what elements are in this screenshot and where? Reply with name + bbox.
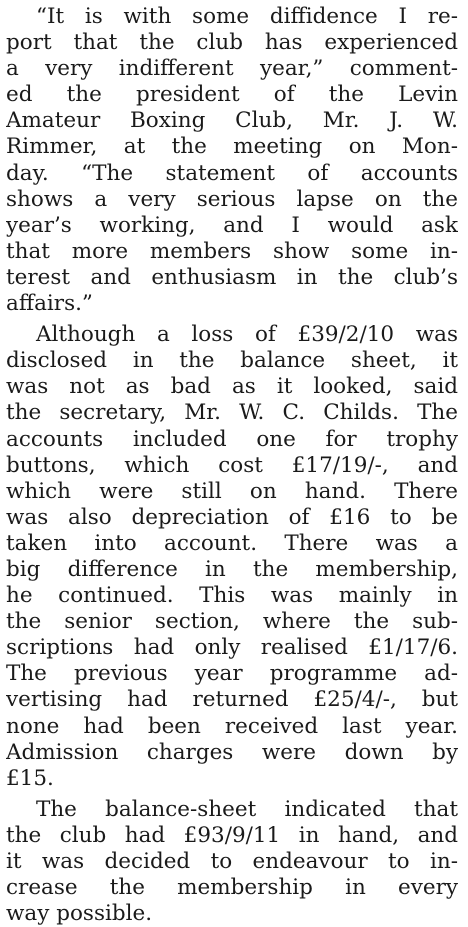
- text-line: shows a very serious lapse on the: [6, 186, 458, 212]
- text-line: the senior section, where the sub-: [6, 609, 458, 635]
- text-line: Amateur Boxing Club, Mr. J. W.: [6, 108, 458, 134]
- text-line: port that the club has experienced: [6, 30, 458, 56]
- text-line: terest and enthusiasm in the club’s: [6, 264, 458, 290]
- text-line: affairs.”: [6, 291, 93, 317]
- text-line: he continued. This was mainly in: [6, 583, 458, 609]
- text-line: “It is with some diffidence I re-: [36, 4, 458, 29]
- text-line: Admission charges were down by: [6, 739, 458, 765]
- paragraph-balance-sheet: [6, 797, 458, 927]
- text-line: year’s working, and I would ask: [6, 212, 458, 238]
- text-line: vertising had returned £25/4/-, but: [6, 687, 458, 713]
- text-line: a very indifferent year,” comment-: [6, 56, 458, 82]
- text-line: The balance-sheet indicated that: [36, 796, 458, 822]
- text-line: was also depreciation of £16 to be: [6, 504, 458, 530]
- text-line: way possible.: [6, 901, 153, 927]
- text-line: that more members show some in-: [6, 238, 458, 264]
- text-line: which were still on hand. There: [6, 478, 458, 504]
- text-line: £15.: [6, 765, 54, 791]
- text-line: crease the membership in every: [6, 875, 458, 901]
- text-line: day. “The statement of accounts: [6, 160, 458, 186]
- text-line: the secretary, Mr. W. C. Childs. The: [6, 400, 458, 426]
- text-line: taken into account. There was a: [6, 530, 458, 556]
- paragraph-secretary-report: [6, 322, 458, 792]
- text-line: scriptions had only realised £1/17/6.: [6, 635, 458, 661]
- text-line: The previous year programme ad-: [6, 661, 458, 687]
- article-column: [6, 4, 458, 927]
- text-line: buttons, which cost £17/19/-, and: [6, 452, 458, 478]
- text-line: none had been received last year.: [6, 713, 458, 739]
- text-line: ed the president of the Levin: [6, 82, 458, 108]
- text-line: it was decided to endeavour to in-: [6, 849, 458, 874]
- text-line: the club had £93/9/11 in hand, and: [6, 822, 458, 848]
- text-line: accounts included one for trophy: [6, 426, 458, 452]
- text-line: Rimmer, at the meeting on Mon-: [6, 134, 458, 160]
- text-line: Although a loss of £39/2/10 was: [36, 322, 458, 348]
- text-line: disclosed in the balance sheet, it: [6, 348, 458, 374]
- text-line: big difference in the membership,: [6, 556, 458, 582]
- paragraph-president-report: [6, 4, 458, 317]
- text-line: was not as bad as it looked, said: [6, 374, 458, 400]
